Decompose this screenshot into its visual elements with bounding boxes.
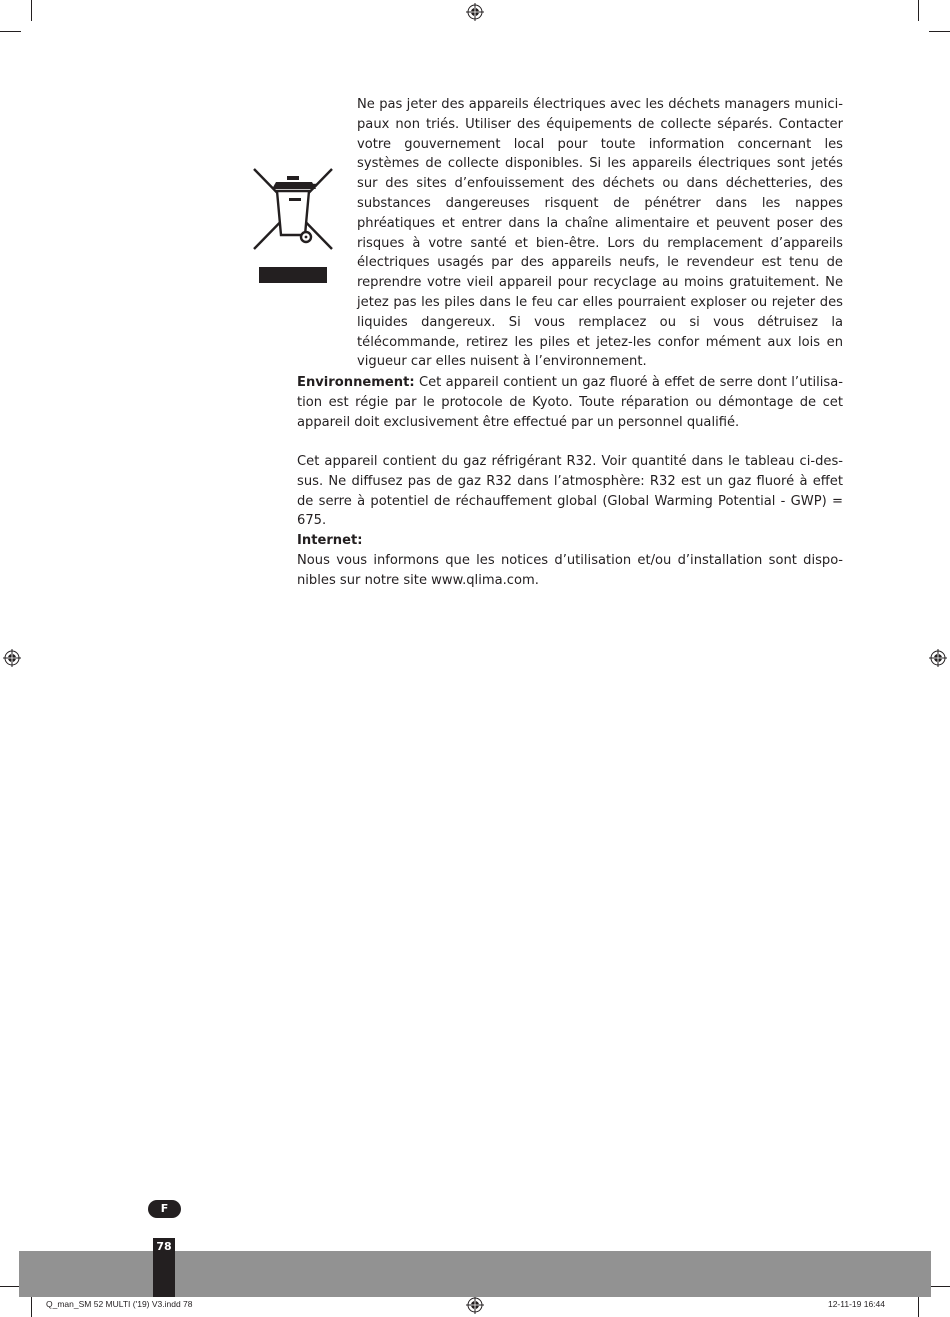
slug-datetime: 12-11-19 16:44 bbox=[827, 1299, 885, 1309]
environment-paragraph bbox=[297, 373, 843, 432]
weee-crossed-bin-icon bbox=[250, 165, 336, 287]
crop-mark bbox=[31, 0, 32, 21]
environment-label: Environnement: bbox=[297, 375, 415, 390]
crop-mark bbox=[918, 1296, 919, 1317]
weee-disposal-paragraph: Ne pas jeter des appareils électriques avec les déchets managers municipaux non triés. Utiliser des équipements de collecte séparés. Contacter votre gouvernement local pour toute information concernant les systèmes de collecte disponibles. Si les appareils électriques sont jetés sur des sites d’enfouissement des déchets ou dans déchetteries, des substances dangereuses risquent de pénétrer dans les nappes phréatiques et entrer dans la chaîne alimentaire et peuvent poser des risques à votre santé et bien-être. Lors du remplacement d’appareils électriques usagés par des appareils neufs, le revendeur est tenu de reprendre votre vieil appareil pour recyclage au moins gratuitement. Ne jetez pas les piles dans le feu car elles pourraient exploser ou rejeter des liquides dangereux. Si vous remplacez ou si vous détruisez la télécommande, retirez les piles et jetez-les confor mément aux lois en vigueur car elles nuisent à l’environnement. bbox=[357, 97, 843, 370]
crop-mark bbox=[31, 1296, 32, 1317]
crop-mark bbox=[929, 31, 950, 32]
language-badge: F bbox=[148, 1200, 181, 1218]
page-number: 78 bbox=[156, 1240, 172, 1253]
registration-mark-icon bbox=[3, 649, 21, 667]
crop-mark bbox=[0, 1286, 21, 1287]
registration-mark-icon bbox=[466, 3, 484, 21]
environment-text: Cet appareil contient un gaz fluoré à effet de serre dont l’utilisation est régie par le protocole de Kyoto. Toute réparation ou démontage de cet appareil doit exclusivement être effectué par un personnel qualifié. bbox=[297, 375, 843, 430]
crop-mark bbox=[0, 31, 21, 32]
internet-heading: Internet: bbox=[297, 533, 363, 548]
refrigerant-paragraph: Cet appareil contient du gaz réfrigérant R32. Voir quantité dans le tableau ci-dessus. Ne diffusez pas de gaz R32 dans l’atmosphère: R32 est un gaz fluoré à effet de serre à potentiel de réchauffement global (Global Warming Potential - GWP) = 675. bbox=[297, 454, 843, 529]
slug-filename: Q_man_SM 52 MULTI ('19) V3.indd 78 bbox=[46, 1299, 193, 1309]
registration-mark-icon bbox=[929, 649, 947, 667]
crop-mark bbox=[929, 1286, 950, 1287]
internet-text: Nous vous informons que les notices d’utilisation et/ou d’installation sont disponibles sur notre site www.qlima.com. bbox=[297, 552, 843, 588]
crop-mark bbox=[918, 0, 919, 21]
registration-mark-icon bbox=[466, 1296, 484, 1314]
internet-section bbox=[297, 531, 843, 590]
